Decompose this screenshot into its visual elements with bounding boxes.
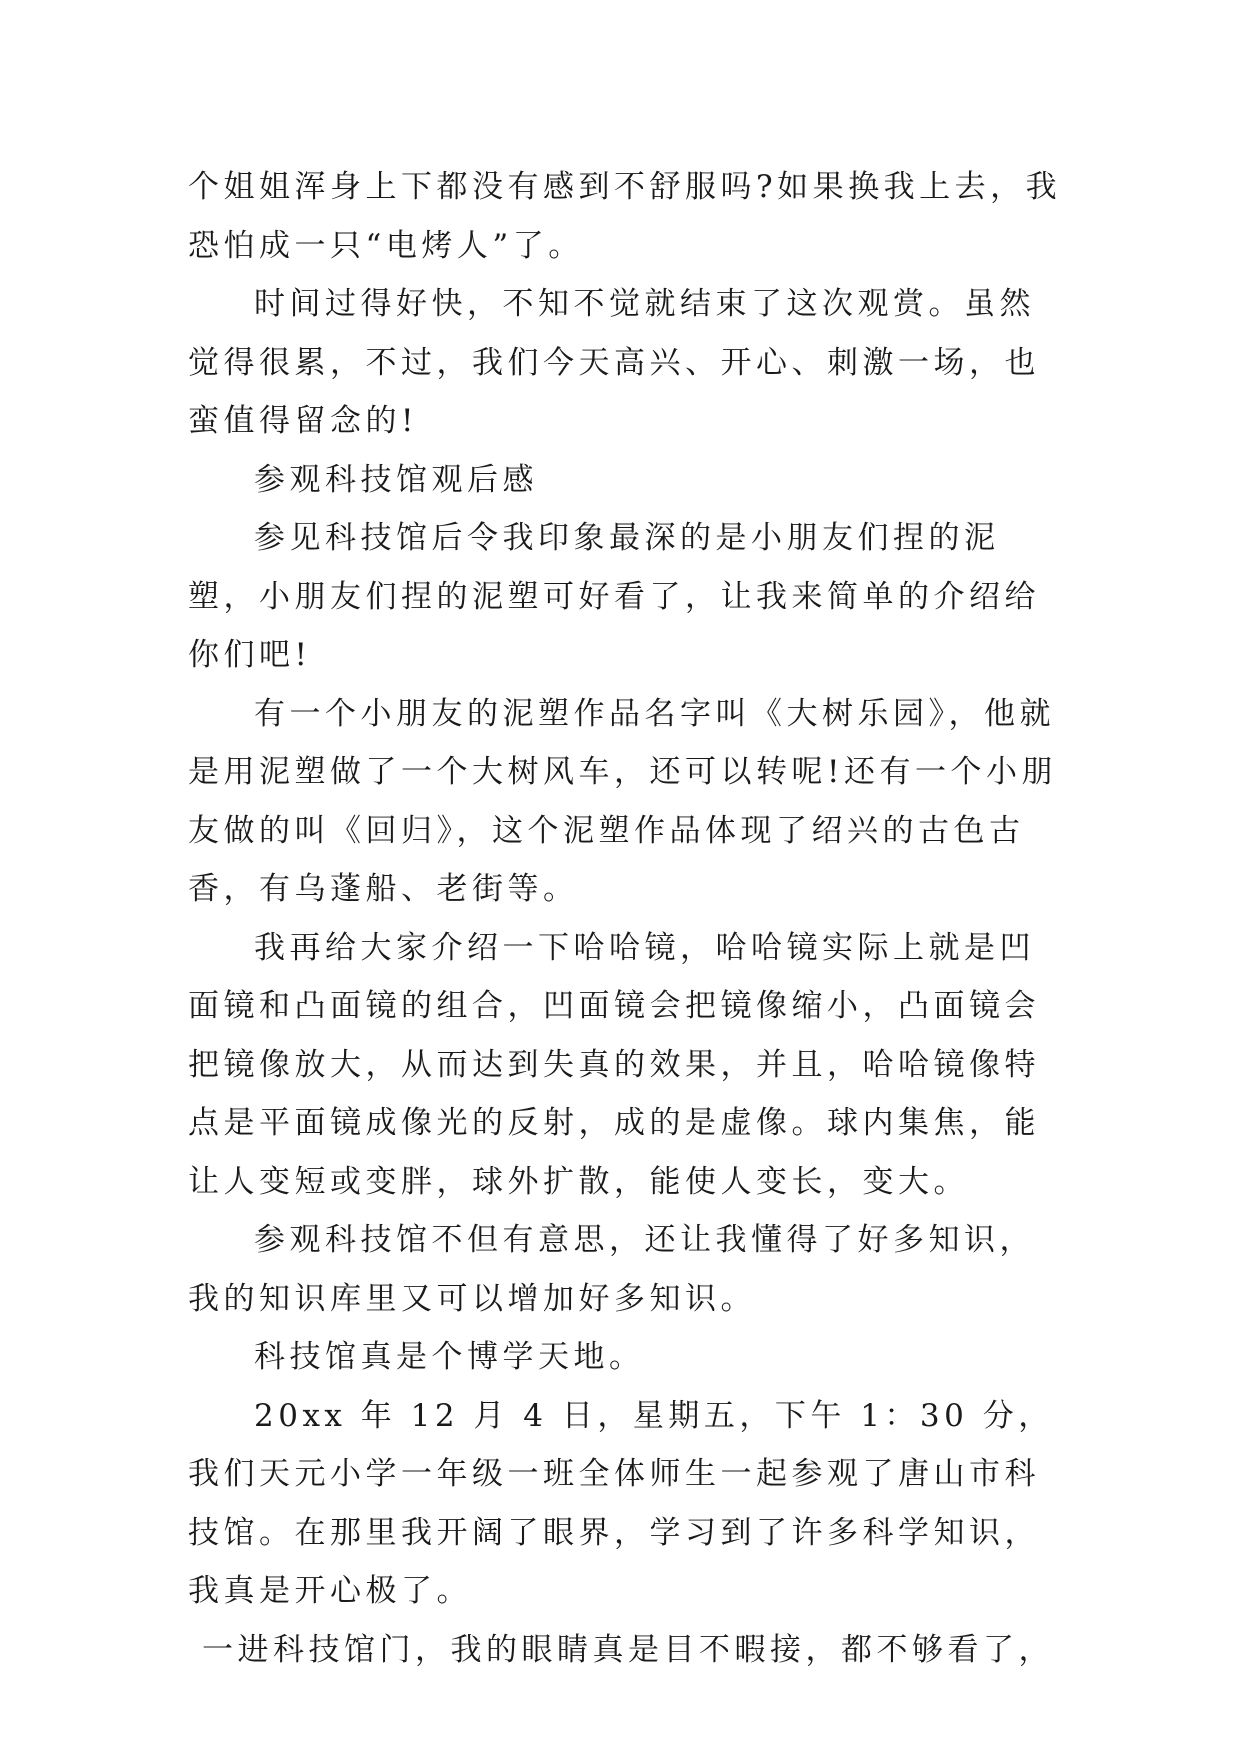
document-body <box>188 158 1068 1679</box>
paragraph-clay-works: 有一个小朋友的泥塑作品名字叫《大树乐园》，他就是用泥塑做了一个大树风车，还可以转呢!还有一个小朋友做的叫《回归》，这个泥塑作品体现了绍兴的古色古香，有乌蓬船、老街等。 <box>188 695 1057 907</box>
paragraph-science-world: 科技馆真是个博学天地。 <box>254 1339 645 1375</box>
paragraph-visit-date: 20xx 年 12 月 4 日，星期五，下午 1：30 分，我们天元小学一年级一班全体师生一起参观了唐山市科技馆。在那里我开阔了眼界，学习到了许多科学知识，我真是开心极了。 <box>188 1397 1054 1609</box>
paragraph-knowledge: 参观科技馆不但有意思，还让我懂得了好多知识，我的知识库里又可以增加好多知识。 <box>188 1222 1035 1317</box>
paragraph-clay-intro: 参见科技馆后令我印象最深的是小朋友们捏的泥塑，小朋友们捏的泥塑可好看了，让我来简单的介绍给你们吧! <box>188 520 1040 673</box>
paragraph-entrance: 一进科技馆门，我的眼睛真是目不暇接，都不够看了， <box>202 1631 1054 1668</box>
paragraph-funhouse-mirror: 我再给大家介绍一下哈哈镜，哈哈镜实际上就是凹面镜和凸面镜的组合，凹面镜会把镜像缩小，凸面镜会把镜像放大，从而达到失真的效果，并且，哈哈镜像特点是平面镜成像光的反射，成的是虚像。球内集焦，能让人变短或变胖，球外扩散，能使人变长，变大。 <box>188 929 1040 1200</box>
paragraph-viewing-end: 时间过得好快，不知不觉就结束了这次观赏。虽然觉得很累，不过，我们今天高兴、开心、刺激一场，也蛮值得留念的! <box>188 286 1040 439</box>
section-heading: 参观科技馆观后感 <box>254 461 538 498</box>
paragraph-continuation: 个姐姐浑身上下都没有感到不舒服吗?如果换我上去，我恐怕成一只“电烤人”了。 <box>188 169 1062 264</box>
